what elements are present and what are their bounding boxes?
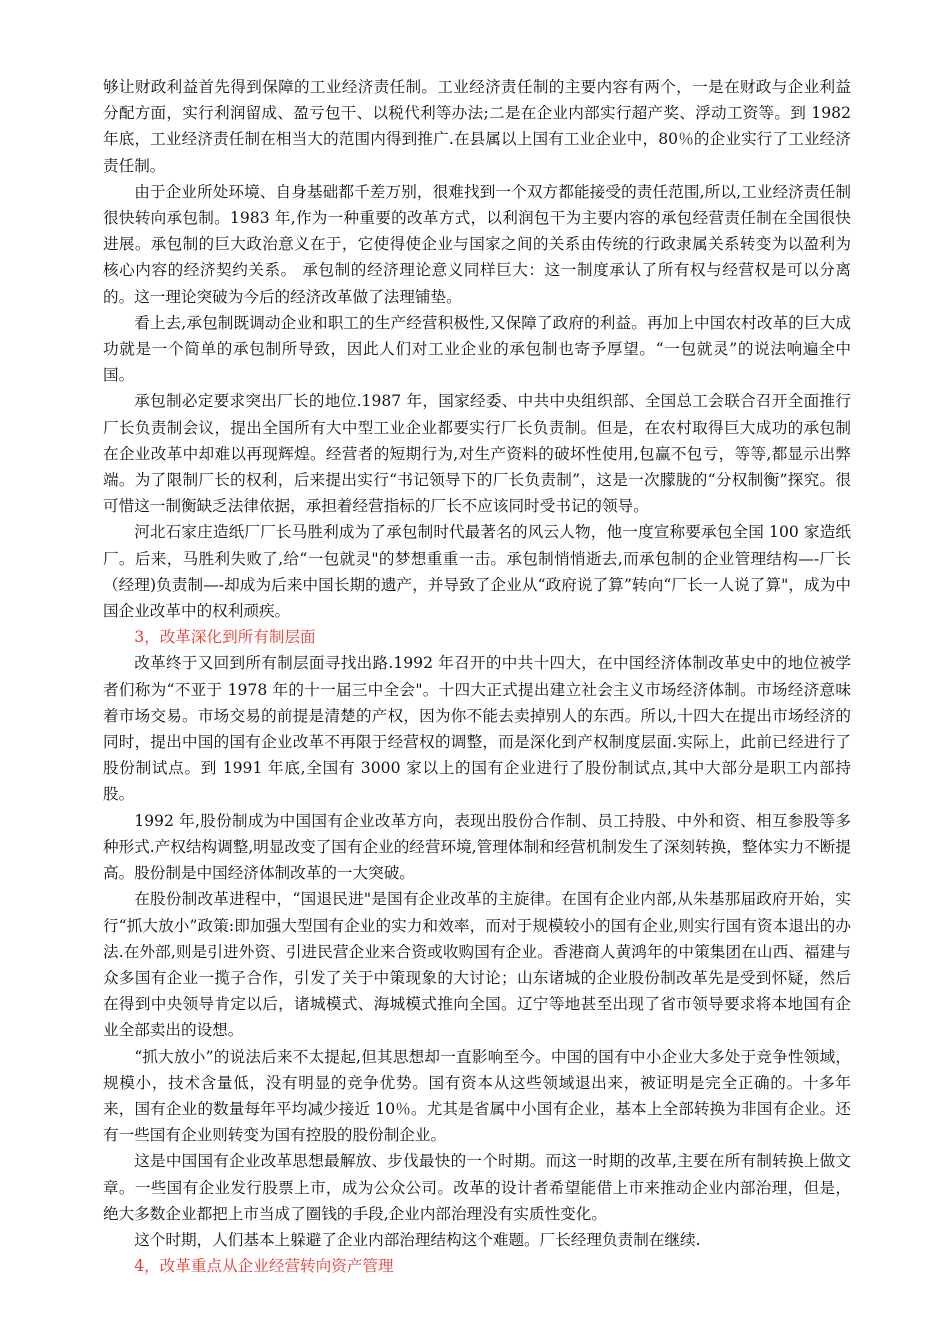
- paragraph-fourteenth-congress: 改革终于又回到所有制层面寻找出路.1992 年召开的中共十四大，在中国经济体制改革史中的地位被学者们称为“不亚于 1978 年的十一届三中全会"。十四大正式提出建立社会主义市场经济体制。市场经济意味着市场交易。市场交易的前提是清楚的产权，因为你不能去卖掉别人的东西。所以,十四大在提出市场经济的同时，提出中国的国有企业改革不再限于经营权的调整，而是深化到产权制度层面.实际上，此前已经进行了股份制试点。到 1991 年底,全国有 3000 家以上的国有企业进行了股份制试点,其中大部分是职工内部持股。: [103, 654, 851, 804]
- section-heading-ownership: 3，改革深化到所有制层面: [134, 628, 316, 647]
- paragraph-shareholding-1992: 1992 年,股份制成为中国国有企业改革方向，表现出股份合作制、员工持股、中外和资、相互参股等多种形式.产权结构调整,明显改变了国有企业的经营环境,管理体制和经营机制发生了深刻转换，整体实力不断提高。股份制是中国经济体制改革的一大突破。: [103, 811, 851, 883]
- paragraph-ma-shengli: 河北石家庄造纸厂厂长马胜利成为了承包制时代最著名的风云人物，他一度宣称要承包全国 100 家造纸厂。后来，马胜利失败了,给“一包就灵"的梦想重重一击。承包制悄悄逝去,而承包制的企业管理结构—-厂长（经理)负责制—-却成为后来中国长期的遗产，并导致了企业从“政府说了算”转向“厂长一人说了算"，成为中国企业改革中的权利顽疾。: [103, 523, 851, 621]
- paragraph-contract-expectations: 看上去,承包制既调动企业和职工的生产经营积极性,又保障了政府的利益。再加上中国农村改革的巨大成功就是一个简单的承包制所导致，因此人们对工业企业的承包制也寄予厚望。“一包就灵”的说法响遍全中国。: [103, 313, 851, 385]
- document-page: [103, 74, 851, 1279]
- paragraph-contract-system-shift: 由于企业所处环境、自身基础都千差万别，很难找到一个双方都能接受的责任范围,所以,工业经济责任制很快转向承包制。1983 年,作为一种重要的改革方式，以利润包干为主要内容的承包经营责任制在全国很快进展。承包制的巨大政治意义在于，它使得使企业与国家之间的关系由传统的行政隶属关系转变为以盈利为核心内容的经济契约关系。 承包制的经济理论意义同样巨大：这一制度承认了所有权与经营权是可以分离的。这一理论突破为今后的经济改革做了法理铺垫。: [103, 182, 851, 306]
- paragraph-governance-avoided: 这个时期，人们基本上躲避了企业内部治理结构这个难题。厂长经理负责制在继续.: [134, 1230, 701, 1249]
- paragraph-listing-period: 这是中国国有企业改革思想最解放、步伐最快的一个时期。而这一时期的改革,主要在所有制转换上做文章。一些国有企业发行股票上市，成为公众公司。改革的设计者希望能借上市来推动企业内部治理，但是，绝大多数企业都把上市当成了圈钱的手段,企业内部治理没有实质性变化。: [103, 1152, 851, 1223]
- paragraph-grasp-large: “抓大放小”的说法后来不太提起,但其思想却一直影响至今。中国的国有中小企业大多处于竞争性领域，规模小，技术含量低，没有明显的竞争优势。国有资本从这些领域退出来，被证明是完全正确的。十多年来，国有企业的数量每年平均减少接近 10％。尤其是省属中小国有企业，基本上全部转换为非国有企业。还有一些国有企业则转变为国有控股的股份制企业。: [103, 1047, 851, 1145]
- section-heading-asset-management: 4，改革重点从企业经营转向资产管理: [134, 1257, 394, 1276]
- paragraph-responsibility-system: 够让财政利益首先得到保障的工业经济责任制。工业经济责任制的主要内容有两个，一是在财政与企业利益分配方面，实行利润留成、盈亏包干、以税代利等办法;二是在企业内部实行超产奖、浮动工资等。到 1982 年底，工业经济责任制在相当大的范围内得到推广.在县属以上国有工业企业中，80％的企业实行了工业经济责任制。: [103, 78, 851, 175]
- paragraph-factory-director: 承包制必定要求突出厂长的地位.1987 年，国家经委、中共中央组织部、全国总工会联合召开全面推行厂长负责制会议，提出全国所有大中型工业企业都要实行厂长负责制。但是，在农村取得巨大成功的承包制在企业改革中却难以再现辉煌。经营者的短期行为,对生产资料的破坏性使用,包赢不包亏，等等,都显示出弊端。为了限制厂长的权利，后来提出实行“书记领导下的厂长负责制”，这是一次朦胧的“分权制衡”探究。很可惜这一制衡缺乏法律依据，承担着经营指标的厂长不应该同时受书记的领导。: [103, 392, 851, 516]
- paragraph-state-retreat: 在股份制改革进程中，“国退民进"是国有企业改革的主旋律。在国有企业内部,从朱基那届政府开始，实行“抓大放小”政策:即加强大型国有企业的实力和效率，而对于规模较小的国有企业,则实行国有资本退出的办法.在外部,则是引进外资、引进民营企业来合资或收购国有企业。香港商人黄鸿年的中策集团在山西、福建与众多国有企业一揽子合作，引发了关于中策现象的大讨论；山东诸城的企业股份制改革先是受到怀疑，然后在得到中央领导肯定以后，诸城模式、海城模式推向全国。辽宁等地甚至出现了省市领导要求将本地国有企业全部卖出的设想。: [103, 890, 851, 1040]
